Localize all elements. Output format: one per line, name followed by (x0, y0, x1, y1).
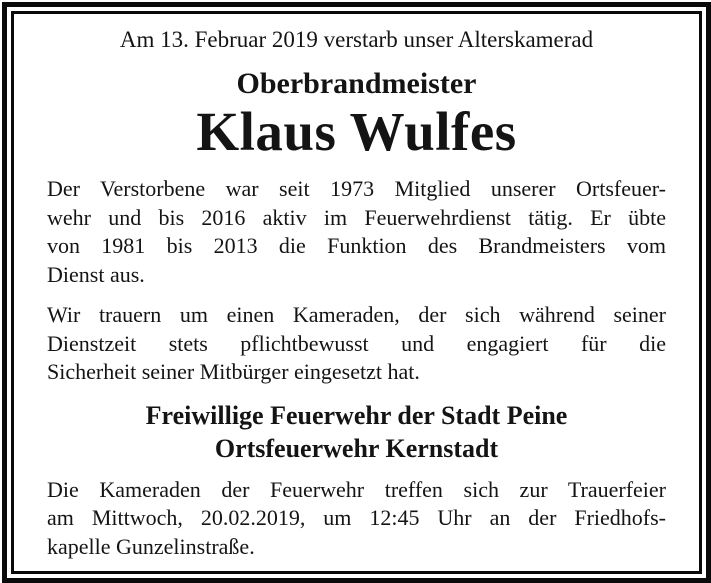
paragraph-mourning (47, 301, 666, 387)
text-line: von 1981 bis 2013 die Funktion des Brandmeisters vom (47, 233, 666, 258)
deceased-name: Klaus Wulfes (196, 101, 517, 162)
text-line: Dienstzeit stets pflichtbewusst und engagiert für die (47, 330, 666, 356)
text-line: Sicherheit seiner Mitbürger eingesetzt hat. (47, 359, 420, 384)
organization-unit: Ortsfeuerwehr Kernstadt (214, 433, 499, 463)
intro-line: Am 13. Februar 2019 verstarb unser Alterskamerad (119, 27, 594, 52)
outer-border-frame (2, 2, 711, 583)
text-line: wehr und bis 2016 aktiv im Feuerwehrdienst tätig. Er übte (47, 204, 666, 230)
text-line: Die Kameraden der Feuerwehr treffen sich zur Trauerfeier (47, 476, 666, 502)
inner-border-frame (11, 11, 702, 574)
text-line: Wir trauern um einen Kameraden, der sich während seiner (47, 302, 666, 327)
organization-block (47, 399, 666, 465)
paragraph-service-history (47, 175, 666, 289)
text-line: am Mittwoch, 20.02.2019, um 12:45 Uhr an der Friedhofs- (47, 505, 666, 530)
text-line: Dienst aus. (47, 261, 145, 287)
text-line: kapelle Gunzelinstraße. (47, 533, 255, 559)
paragraph-funeral-info (47, 476, 666, 562)
rank-title: Oberbrandmeister (236, 67, 477, 100)
organization-name: Freiwillige Feuerwehr der Stadt Peine (145, 400, 568, 430)
text-line: Der Verstorbene war seit 1973 Mitglied unserer Ortsfeuer- (47, 176, 666, 201)
